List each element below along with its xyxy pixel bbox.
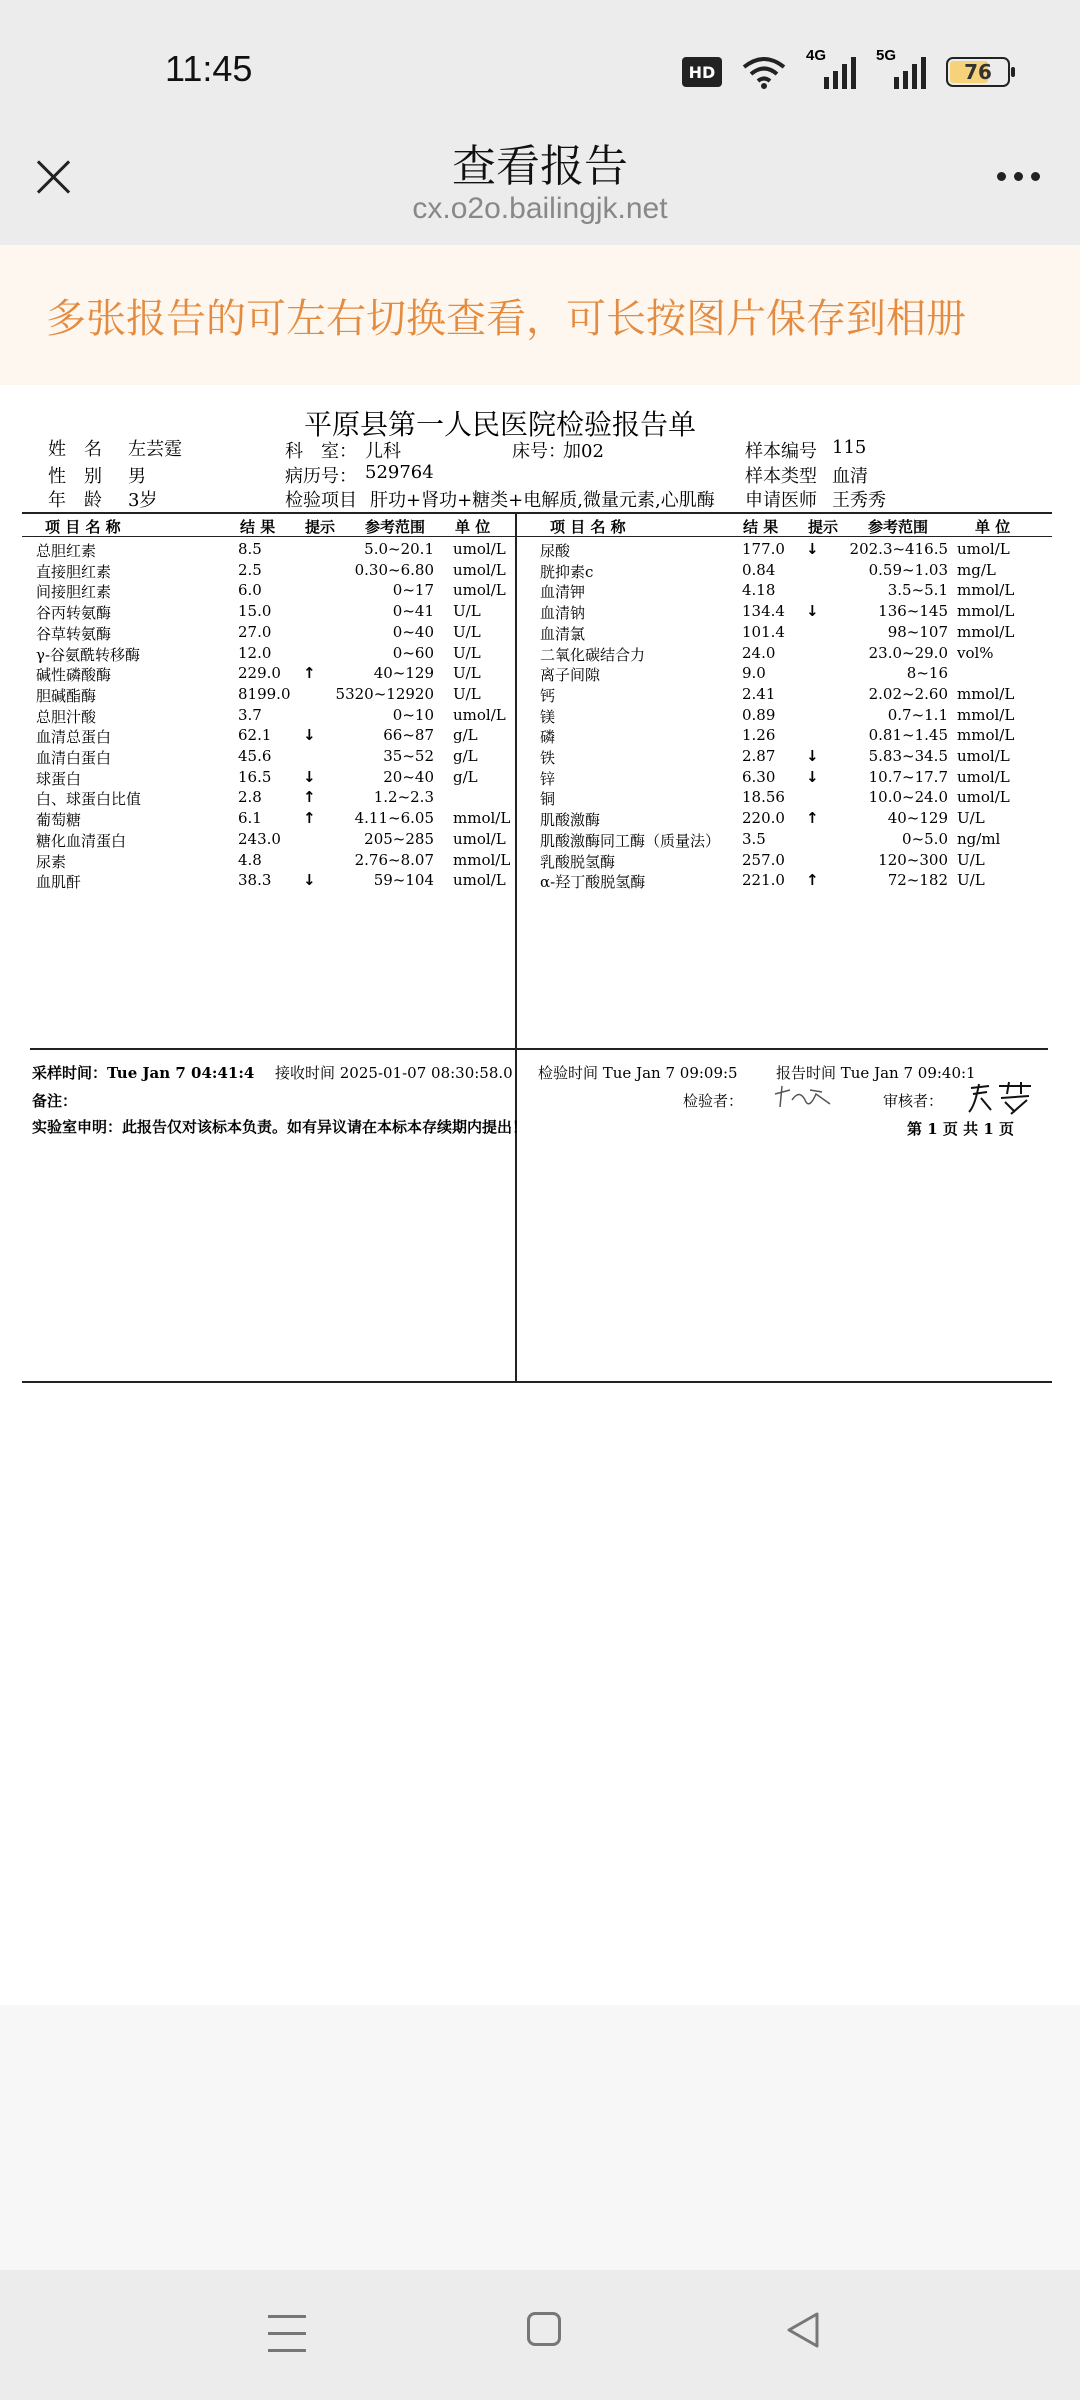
- home-icon[interactable]: [527, 2312, 561, 2346]
- table-top-rule: [22, 512, 1052, 514]
- cell-name: 球蛋白: [36, 769, 82, 788]
- cell-name: 血清钠: [540, 604, 586, 623]
- cell-unit: mmol/L: [957, 726, 1015, 745]
- cell-range: 98~107: [887, 622, 948, 641]
- cell-name: 糖化血清蛋白: [36, 831, 127, 850]
- cell-range: 3.5~5.1: [887, 581, 948, 600]
- cell-name: γ-谷氨酰转移酶: [36, 645, 141, 664]
- tester-label: 检验者：: [683, 1092, 744, 1110]
- cell-range: 35~52: [383, 747, 434, 765]
- cell-name: 葡萄糖: [36, 811, 82, 830]
- page-title: 查看报告: [452, 141, 628, 192]
- doctor-value: 王秀秀: [832, 490, 886, 511]
- doctor-label: 申请医师: [745, 490, 817, 511]
- cell-name: 谷丙转氨酶: [36, 604, 112, 623]
- cell-unit: mmol/L: [957, 684, 1015, 703]
- title-bar: [0, 130, 1080, 245]
- cell-unit: ng/ml: [957, 829, 1001, 848]
- status-icons: [682, 47, 1010, 90]
- table-row: [0, 540, 1080, 561]
- signal-5g-icon: 5G: [876, 55, 926, 89]
- cell-range: 4.11~6.05: [354, 809, 434, 828]
- cell-unit: mg/L: [957, 560, 996, 579]
- report-image[interactable]: [0, 385, 1080, 2005]
- remark-label: 备注：: [32, 1092, 78, 1110]
- cell-result: 16.5: [238, 767, 272, 786]
- signal-4g-icon: 4G: [806, 55, 856, 89]
- test-time: 检验时间 Tue Jan 7 09:09:5: [538, 1064, 738, 1082]
- header-flag-right: 提示: [808, 518, 839, 536]
- cell-range: 1.2~2.3: [373, 788, 434, 807]
- cell-range: 0~60: [392, 643, 434, 662]
- cell-name: 碱性磷酸酶: [36, 666, 112, 685]
- cell-unit: g/L: [453, 747, 478, 765]
- cell-name: 总胆红素: [36, 542, 97, 560]
- header-result-left: 结 果: [240, 518, 276, 536]
- cell-name: 肌酸激酶同工酶（质量法）: [540, 831, 721, 850]
- cell-range: 66~87: [383, 726, 434, 745]
- table-row: [0, 788, 1080, 809]
- cell-result: 12.0: [238, 643, 272, 662]
- cell-unit: U/L: [957, 850, 985, 869]
- cell-unit: umol/L: [453, 540, 506, 558]
- table-row: [0, 623, 1080, 644]
- cell-range: 0~17: [392, 581, 434, 600]
- table-row: [0, 726, 1080, 747]
- cell-name: 铁: [540, 749, 556, 767]
- table-row: [0, 851, 1080, 872]
- tester-signature: [770, 1082, 840, 1112]
- cell-unit: umol/L: [957, 747, 1010, 765]
- footer-divider: [30, 1048, 1048, 1050]
- cell-name: 血清白蛋白: [36, 749, 112, 767]
- table-row: [0, 706, 1080, 727]
- cell-result: 4.8: [238, 850, 262, 869]
- cell-unit: umol/L: [957, 767, 1010, 786]
- sample-no-label: 样本编号: [745, 441, 817, 462]
- cell-range: 120~300: [878, 850, 948, 869]
- cell-unit: U/L: [453, 643, 481, 662]
- dept-label: 科 室：: [285, 441, 357, 462]
- table-row: [0, 581, 1080, 602]
- cell-name: 总胆汁酸: [36, 707, 97, 726]
- record-value: 529764: [365, 462, 434, 483]
- cell-result: 2.8: [238, 788, 262, 807]
- cell-flag: ↓: [806, 747, 819, 765]
- table-row: [0, 768, 1080, 789]
- cell-flag: ↓: [806, 602, 819, 621]
- cell-range: 0.30~6.80: [354, 560, 434, 579]
- cell-unit: umol/L: [453, 581, 506, 600]
- header-result-right: 结 果: [743, 518, 779, 536]
- table-row: [0, 664, 1080, 685]
- cell-result: 134.4: [742, 602, 785, 621]
- cell-range: 0~5.0: [902, 829, 948, 848]
- cell-result: 45.6: [238, 747, 272, 765]
- cell-flag: ↓: [806, 540, 819, 558]
- cell-result: 18.56: [742, 788, 785, 807]
- cell-name: 铜: [540, 790, 556, 809]
- cell-result: 243.0: [238, 829, 281, 848]
- page-url: cx.o2o.bailingjk.net: [412, 192, 668, 225]
- cell-result: 8199.0: [238, 684, 291, 703]
- patient-name: 左芸霆: [128, 439, 182, 460]
- cell-name: 血清氯: [540, 624, 586, 643]
- back-icon[interactable]: [783, 2310, 823, 2350]
- cell-flag: ↑: [806, 809, 819, 828]
- more-icon[interactable]: [997, 172, 1040, 181]
- cell-range: 8~16: [906, 664, 948, 683]
- cell-name: 血清总蛋白: [36, 728, 112, 747]
- cell-range: 5.0~20.1: [364, 540, 434, 558]
- cell-result: 8.5: [238, 540, 262, 558]
- cell-range: 0.59~1.03: [868, 560, 948, 579]
- cell-range: 10.7~17.7: [868, 767, 948, 786]
- cell-result: 2.5: [238, 560, 262, 579]
- cell-unit: mmol/L: [453, 850, 511, 869]
- cell-name: 直接胆红素: [36, 562, 112, 581]
- cell-name: 血清钾: [540, 583, 586, 602]
- header-unit-right: 单 位: [975, 518, 1011, 536]
- cell-range: 0.81~1.45: [868, 726, 948, 745]
- cell-unit: umol/L: [453, 560, 506, 579]
- bed-value: 加02: [563, 441, 604, 462]
- cell-result: 6.1: [238, 809, 262, 828]
- report-time: 报告时间 Tue Jan 7 09:40:1: [776, 1064, 976, 1082]
- cell-unit: U/L: [453, 622, 481, 641]
- battery-icon: 76: [946, 57, 1010, 87]
- cell-result: 38.3: [238, 871, 272, 890]
- lab-statement: 实验室申明：此报告仅对该标本负责。如有异议请在本标本存续期内提出！: [32, 1118, 528, 1136]
- cell-unit: umol/L: [453, 829, 506, 848]
- sample-type-value: 血清: [832, 466, 868, 487]
- cell-range: 40~129: [887, 809, 948, 828]
- menu-icon[interactable]: [268, 2315, 306, 2366]
- cell-unit: umol/L: [453, 705, 506, 724]
- notice-banner: [0, 245, 1080, 385]
- cell-range: 0.7~1.1: [887, 705, 948, 724]
- header-range-left: 参考范围: [365, 518, 426, 536]
- status-time: 11:45: [165, 48, 253, 89]
- table-row: [0, 830, 1080, 851]
- cell-range: 202.3~416.5: [849, 540, 948, 558]
- cell-range: 2.02~2.60: [868, 684, 948, 703]
- cell-name: 二氧化碳结合力: [540, 645, 646, 664]
- cell-unit: U/L: [957, 871, 985, 890]
- cell-result: 257.0: [742, 850, 785, 869]
- table-bottom-rule: [22, 1381, 1052, 1383]
- cell-range: 0~10: [392, 705, 434, 724]
- sample-time: 采样时间：Tue Jan 7 04:41:4: [32, 1064, 255, 1082]
- cell-name: 谷草转氨酶: [36, 624, 112, 643]
- blank-area: [0, 2005, 1080, 2270]
- cell-unit: umol/L: [453, 871, 506, 890]
- cell-name: 钙: [540, 686, 556, 705]
- header-unit-left: 单 位: [455, 518, 491, 536]
- cell-result: 9.0: [742, 664, 766, 683]
- cell-name: 尿素: [36, 852, 67, 871]
- patient-age: 3岁: [128, 490, 158, 511]
- cell-unit: g/L: [453, 767, 478, 786]
- cell-range: 136~145: [878, 602, 948, 621]
- cell-unit: mmol/L: [957, 602, 1015, 621]
- sample-type-label: 样本类型: [745, 466, 817, 487]
- report-title: 平原县第一人民医院检验报告单: [303, 408, 696, 441]
- cell-range: 0~40: [392, 622, 434, 641]
- cell-result: 3.7: [238, 705, 262, 724]
- cell-flag: ↑: [303, 788, 316, 807]
- age-label: 年 龄: [48, 490, 102, 511]
- table-row: [0, 747, 1080, 768]
- cell-range: 10.0~24.0: [868, 788, 948, 807]
- cell-range: 72~182: [887, 871, 948, 890]
- receive-time: 接收时间 2025-01-07 08:30:58.0: [275, 1064, 513, 1082]
- cell-name: 离子间隙: [540, 666, 601, 685]
- cell-result: 4.18: [742, 581, 776, 600]
- cell-result: 2.41: [742, 684, 776, 703]
- cell-unit: U/L: [453, 664, 481, 683]
- table-row: [0, 602, 1080, 623]
- cell-result: 101.4: [742, 622, 785, 641]
- cell-unit: vol%: [957, 643, 994, 662]
- cell-range: 0~41: [392, 602, 434, 621]
- cell-flag: ↑: [303, 809, 316, 828]
- cell-result: 62.1: [238, 726, 272, 745]
- table-row: [0, 871, 1080, 892]
- cell-flag: ↑: [303, 664, 316, 683]
- cell-result: 229.0: [238, 664, 281, 683]
- table-row: [0, 809, 1080, 830]
- page-number: 第 1 页 共 1 页: [907, 1120, 1014, 1138]
- dept-value: 儿科: [365, 441, 401, 462]
- navigation-bar: [0, 2270, 1080, 2400]
- notice-text: 多张报告的可左右切换查看，可长按图片保存到相册: [46, 296, 966, 342]
- cell-unit: g/L: [453, 726, 478, 745]
- cell-result: 3.5: [742, 829, 766, 848]
- cell-result: 0.89: [742, 705, 776, 724]
- wifi-icon: [742, 55, 786, 89]
- cell-name: 镁: [540, 707, 556, 726]
- header-range-right: 参考范围: [868, 518, 929, 536]
- items-value: 肝功+肾功+糖类+电解质,微量元素,心肌酶: [370, 490, 715, 511]
- cell-result: 6.0: [238, 581, 262, 600]
- table-row: [0, 561, 1080, 582]
- status-bar: [0, 0, 1080, 130]
- cell-name: 白、球蛋白比值: [36, 790, 142, 809]
- header-item-left: 项 目 名 称: [45, 518, 121, 536]
- cell-flag: ↓: [806, 767, 819, 786]
- cell-range: 5320~12920: [335, 684, 434, 703]
- cell-result: 177.0: [742, 540, 785, 558]
- cell-result: 221.0: [742, 871, 785, 890]
- cell-result: 6.30: [742, 767, 776, 786]
- cell-result: 27.0: [238, 622, 272, 641]
- cell-result: 15.0: [238, 602, 272, 621]
- cell-name: α-羟丁酸脱氢酶: [540, 873, 646, 892]
- cell-name: 血肌酐: [36, 873, 82, 892]
- table-row: [0, 685, 1080, 706]
- cell-name: 胱抑素c: [540, 562, 594, 581]
- cell-unit: mmol/L: [453, 809, 511, 828]
- bed-label: 床号：: [512, 441, 566, 462]
- cell-name: 锌: [540, 769, 556, 788]
- cell-range: 5.83~34.5: [868, 747, 948, 765]
- cell-unit: U/L: [453, 684, 481, 703]
- cell-name: 乳酸脱氢酶: [540, 852, 616, 871]
- cell-range: 23.0~29.0: [868, 643, 948, 662]
- cell-name: 尿酸: [540, 542, 571, 560]
- name-label: 姓 名: [48, 439, 102, 460]
- cell-flag: ↑: [806, 871, 819, 890]
- cell-unit: U/L: [957, 809, 985, 828]
- table-row: [0, 644, 1080, 665]
- cell-result: 0.84: [742, 560, 776, 579]
- cell-flag: ↓: [303, 726, 316, 745]
- items-label: 检验项目: [285, 490, 357, 511]
- cell-name: 胆碱酯酶: [36, 686, 97, 705]
- header-flag-left: 提示: [305, 518, 336, 536]
- cell-unit: umol/L: [957, 788, 1010, 807]
- cell-result: 220.0: [742, 809, 785, 828]
- cell-range: 20~40: [383, 767, 434, 786]
- cell-name: 间接胆红素: [36, 583, 112, 602]
- reviewer-label: 审核者：: [883, 1092, 944, 1110]
- cell-flag: ↓: [303, 871, 316, 890]
- sex-label: 性 别: [48, 466, 102, 487]
- patient-sex: 男: [128, 466, 146, 487]
- cell-name: 磷: [540, 728, 556, 747]
- cell-range: 205~285: [364, 829, 434, 848]
- cell-unit: mmol/L: [957, 622, 1015, 641]
- reviewer-signature: [965, 1080, 1037, 1116]
- cell-result: 2.87: [742, 747, 776, 765]
- cell-unit: U/L: [453, 602, 481, 621]
- cell-flag: ↓: [303, 767, 316, 786]
- header-item-right: 项 目 名 称: [550, 518, 626, 536]
- cell-range: 40~129: [373, 664, 434, 683]
- record-label: 病历号：: [285, 466, 357, 487]
- cell-unit: mmol/L: [957, 581, 1015, 600]
- cell-range: 59~104: [373, 871, 434, 890]
- cell-unit: mmol/L: [957, 705, 1015, 724]
- cell-result: 24.0: [742, 643, 776, 662]
- hd-icon: HD: [682, 57, 722, 87]
- cell-result: 1.26: [742, 726, 776, 745]
- sample-no-value: 115: [832, 437, 867, 458]
- cell-range: 2.76~8.07: [354, 850, 434, 869]
- cell-name: 肌酸激酶: [540, 811, 601, 830]
- cell-unit: umol/L: [957, 540, 1010, 558]
